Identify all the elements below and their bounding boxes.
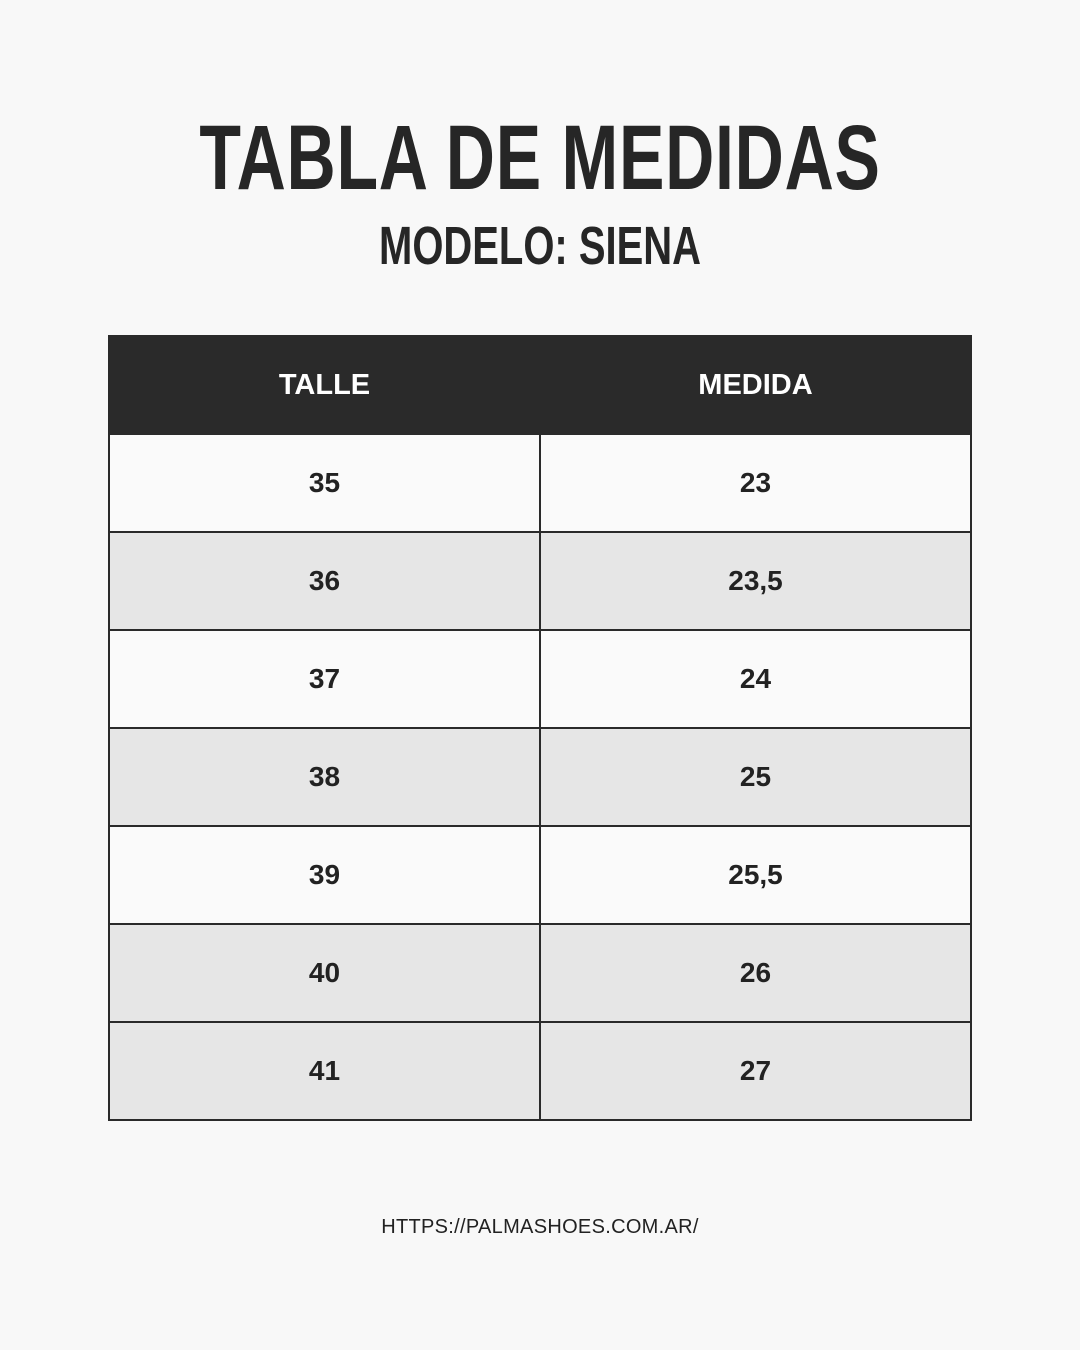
talle-cell: 36 (109, 532, 540, 630)
table-row (109, 924, 971, 1022)
medida-cell: 24 (540, 630, 971, 728)
column-header-medida: MEDIDA (540, 336, 971, 434)
medida-cell: 27 (540, 1022, 971, 1120)
talle-cell: 37 (109, 630, 540, 728)
table-row (109, 630, 971, 728)
model-subtitle: MODELO: SIENA (379, 216, 701, 276)
table-row (109, 532, 971, 630)
page-title: TABLA DE MEDIDAS (199, 107, 881, 209)
table-row (109, 434, 971, 532)
talle-cell: 40 (109, 924, 540, 1022)
medida-cell: 25 (540, 728, 971, 826)
medida-cell: 26 (540, 924, 971, 1022)
size-chart-table (108, 335, 972, 1121)
talle-cell: 35 (109, 434, 540, 532)
website-url: HTTPS://PALMASHOES.COM.AR/ (381, 1216, 699, 1238)
table-row (109, 1022, 971, 1120)
talle-cell: 38 (109, 728, 540, 826)
column-header-talle: TALLE (109, 336, 540, 434)
table-header-row (109, 336, 971, 434)
medida-cell: 23 (540, 434, 971, 532)
medida-cell: 25,5 (540, 826, 971, 924)
table-row (109, 826, 971, 924)
talle-cell: 41 (109, 1022, 540, 1120)
talle-cell: 39 (109, 826, 540, 924)
table-row (109, 728, 971, 826)
medida-cell: 23,5 (540, 532, 971, 630)
